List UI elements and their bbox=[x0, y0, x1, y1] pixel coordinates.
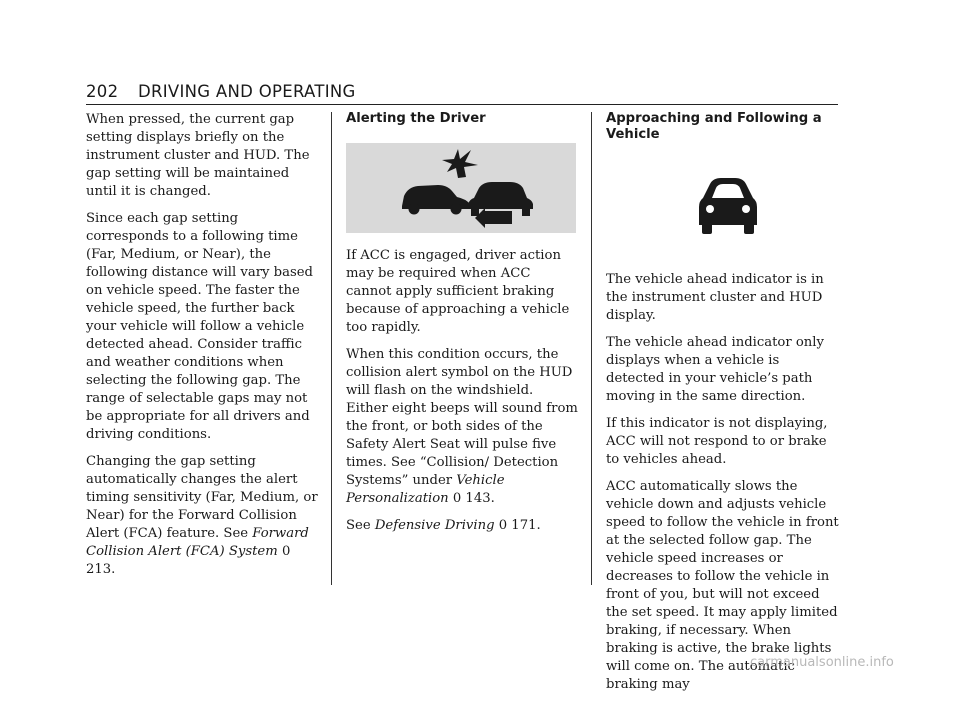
cross-reference-link[interactable]: Forward Collision Alert (FCA) System bbox=[86, 526, 309, 559]
paragraph: The vehicle ahead indicator only displays when a vehicle is detected in your vehicle’s path moving in the same direction. bbox=[606, 335, 824, 404]
section-title: DRIVING AND OPERATING bbox=[137, 82, 356, 101]
page-number: 202 bbox=[86, 82, 119, 101]
vehicle-ahead-figure bbox=[606, 153, 838, 261]
paragraph: See Defensive Driving 0 171. bbox=[346, 518, 541, 533]
paragraph: If this indicator is not displaying, ACC will not respond to or brake to vehicles ahead. bbox=[606, 416, 828, 467]
page-ref: 0 171. bbox=[494, 518, 541, 533]
column-left bbox=[86, 111, 318, 588]
vehicle-ahead-icon bbox=[606, 153, 838, 261]
paragraph: When this condition occurs, the collision alert symbol on the HUD will flash on the windshield. Either eight beeps will sound from the front, or both sides of the Safety Alert Seat will pulse five times. See “Collision/ Detection Systems” under Vehicle Personalization 0 143. bbox=[346, 347, 578, 506]
paragraph: Since each gap setting corresponds to a following time (Far, Medium, or Near), the following distance will vary based on vehicle speed. The faster the vehicle speed, the further back your vehicle will follow a vehicle detected ahead. Consider traffic and weather conditions when selecting the following gap. The range of selectable gaps may not be appropriate for all drivers and driving conditions. bbox=[86, 211, 314, 442]
paragraph: ACC automatically slows the vehicle down and adjusts vehicle speed to follow the vehicle in front at the selected follow gap. The vehicle speed increases or decreases to follow the vehicle in front of you, but will not exceed the set speed. It may apply limited braking, if necessary. When braking is active, the brake lights will come on. The automatic braking may bbox=[606, 479, 839, 692]
column-right bbox=[606, 111, 840, 703]
paragraph: If ACC is engaged, driver action may be required when ACC cannot apply sufficient braking because of approaching a vehicle too rapidly. bbox=[346, 248, 570, 335]
column-divider bbox=[331, 112, 332, 585]
column-middle bbox=[346, 111, 578, 544]
watermark: carmanualsonline.info bbox=[750, 655, 894, 670]
column-divider bbox=[591, 112, 592, 585]
header-rule bbox=[86, 104, 838, 105]
collision-alert-icon bbox=[346, 143, 576, 233]
cross-reference-link[interactable]: Defensive Driving bbox=[374, 518, 495, 533]
collision-alert-figure bbox=[346, 143, 576, 233]
page-ref: 0 213. bbox=[86, 544, 291, 577]
page-ref: 0 143. bbox=[448, 491, 495, 506]
section-heading: Alerting the Driver bbox=[346, 111, 486, 126]
paragraph: When pressed, the current gap setting displays briefly on the instrument cluster and HUD. The gap setting will be maintained until it is changed. bbox=[86, 112, 310, 199]
section-heading: Approaching and Following a Vehicle bbox=[606, 111, 822, 142]
cross-reference-link[interactable]: Vehicle Personalization bbox=[346, 473, 505, 506]
page-header bbox=[86, 82, 838, 104]
paragraph: Changing the gap setting automatically changes the alert timing sensitivity (Far, Medium, or Near) for the Forward Collision Alert (FCA) feature. See Forward Collision Alert (FCA) System 0 213. bbox=[86, 454, 318, 577]
paragraph: The vehicle ahead indicator is in the instrument cluster and HUD display. bbox=[606, 272, 824, 323]
